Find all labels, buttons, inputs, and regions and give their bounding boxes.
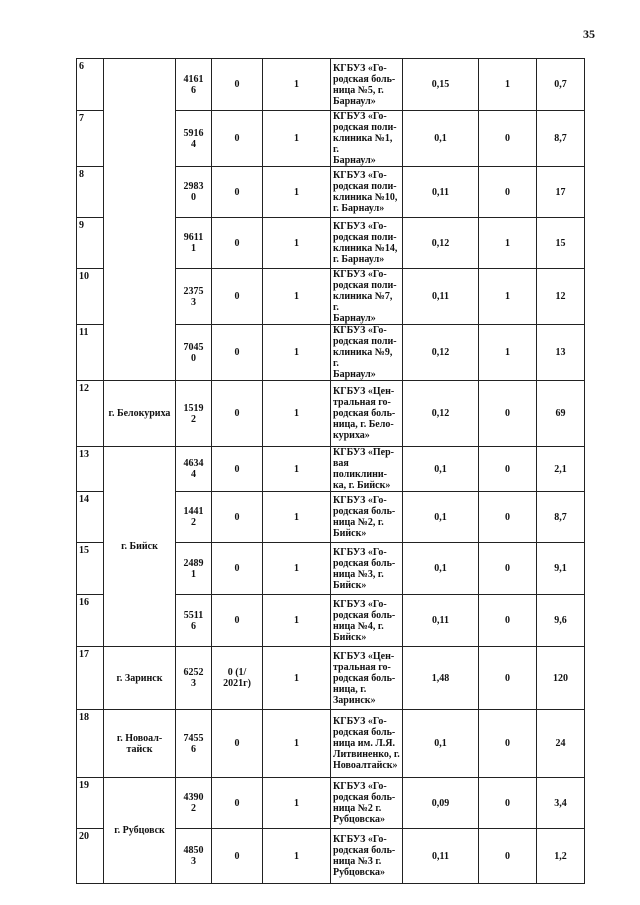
institution-cell: КГБУЗ «Пер- вая поликлини- ка, г. Бийск»	[331, 447, 403, 492]
value-cell: 120	[537, 647, 585, 710]
value-cell: 0	[212, 381, 263, 447]
value-cell: 3,4	[537, 778, 585, 829]
value-cell: 0	[479, 111, 537, 167]
value-cell: 1	[263, 595, 331, 647]
value-cell: 1	[263, 59, 331, 111]
value-cell: 1	[263, 167, 331, 218]
code-cell: 1519 2	[176, 381, 212, 447]
institution-cell: КГБУЗ «Го- родская поли- клиника №14, г. Барнаул»	[331, 218, 403, 269]
row-number: 19	[77, 778, 104, 829]
value-cell: 0	[212, 829, 263, 884]
code-cell: 7455 6	[176, 710, 212, 778]
value-cell: 0	[479, 778, 537, 829]
value-cell: 0 (1/ 2021г)	[212, 647, 263, 710]
value-cell: 0	[212, 447, 263, 492]
value-cell: 0	[479, 167, 537, 218]
city-cell: г. Бийск	[104, 447, 176, 647]
institution-cell: КГБУЗ «Цен- тральная го- родская боль- ница, г. Заринск»	[331, 647, 403, 710]
value-cell: 0	[212, 595, 263, 647]
code-cell: 7045 0	[176, 325, 212, 381]
value-cell: 1,2	[537, 829, 585, 884]
table-row	[77, 381, 585, 447]
page-number: 35	[583, 27, 595, 41]
code-cell: 6252 3	[176, 647, 212, 710]
code-cell: 4634 4	[176, 447, 212, 492]
value-cell: 0,15	[403, 59, 479, 111]
value-cell: 12	[537, 269, 585, 325]
value-cell: 1	[263, 381, 331, 447]
value-cell: 0	[212, 492, 263, 543]
value-cell: 1	[263, 269, 331, 325]
code-cell: 4390 2	[176, 778, 212, 829]
value-cell: 0	[479, 381, 537, 447]
code-cell: 9611 1	[176, 218, 212, 269]
row-number: 16	[77, 595, 104, 647]
value-cell: 0,11	[403, 595, 479, 647]
city-cell: г. Новоал- тайск	[104, 710, 176, 778]
row-number: 18	[77, 710, 104, 778]
value-cell: 24	[537, 710, 585, 778]
value-cell: 0	[212, 59, 263, 111]
institution-cell: КГБУЗ «Го- родская поли- клиника №9, г. Барнаул»	[331, 325, 403, 381]
institution-cell: КГБУЗ «Го- родская боль- ница №3 г. Рубцовска»	[331, 829, 403, 884]
value-cell: 0	[479, 647, 537, 710]
value-cell: 1	[263, 325, 331, 381]
code-cell: 2375 3	[176, 269, 212, 325]
value-cell: 1	[479, 269, 537, 325]
value-cell: 9,6	[537, 595, 585, 647]
value-cell: 0	[479, 492, 537, 543]
row-number: 17	[77, 647, 104, 710]
table-row	[77, 710, 585, 778]
value-cell: 2,1	[537, 447, 585, 492]
data-table	[76, 58, 585, 884]
row-number: 7	[77, 111, 104, 167]
code-cell: 1441 2	[176, 492, 212, 543]
value-cell: 0,1	[403, 543, 479, 595]
value-cell: 1,48	[403, 647, 479, 710]
value-cell: 1	[263, 829, 331, 884]
value-cell: 0	[479, 447, 537, 492]
value-cell: 1	[479, 325, 537, 381]
value-cell: 0	[479, 829, 537, 884]
row-number: 10	[77, 269, 104, 325]
value-cell: 15	[537, 218, 585, 269]
value-cell: 0	[212, 218, 263, 269]
code-cell: 4850 3	[176, 829, 212, 884]
institution-cell: КГБУЗ «Го- родская поли- клиника №10, г. Барнаул»	[331, 167, 403, 218]
row-number: 12	[77, 381, 104, 447]
value-cell: 17	[537, 167, 585, 218]
row-number: 15	[77, 543, 104, 595]
institution-cell: КГБУЗ «Го- родская поли- клиника №1, г. Барнаул»	[331, 111, 403, 167]
row-number: 14	[77, 492, 104, 543]
value-cell: 0	[212, 778, 263, 829]
row-number: 20	[77, 829, 104, 884]
table-row	[77, 447, 585, 492]
institution-cell: КГБУЗ «Го- родская боль- ница №5, г. Барнаул»	[331, 59, 403, 111]
institution-cell: КГБУЗ «Цен- тральная го- родская боль- ница, г. Бело- куриха»	[331, 381, 403, 447]
institution-cell: КГБУЗ «Го- родская боль- ница №3, г. Бийск»	[331, 543, 403, 595]
value-cell: 1	[479, 59, 537, 111]
value-cell: 1	[263, 647, 331, 710]
value-cell: 8,7	[537, 111, 585, 167]
value-cell: 1	[263, 710, 331, 778]
city-cell	[104, 59, 176, 381]
institution-cell: КГБУЗ «Го- родская боль- ница №2 г. Рубцовска»	[331, 778, 403, 829]
value-cell: 0,12	[403, 218, 479, 269]
city-cell: г. Рубцовск	[104, 778, 176, 884]
value-cell: 0	[212, 543, 263, 595]
code-cell: 5916 4	[176, 111, 212, 167]
value-cell: 1	[263, 218, 331, 269]
value-cell: 9,1	[537, 543, 585, 595]
code-cell: 4161 6	[176, 59, 212, 111]
value-cell: 0	[212, 710, 263, 778]
table-row	[77, 647, 585, 710]
value-cell: 0,1	[403, 710, 479, 778]
value-cell: 69	[537, 381, 585, 447]
value-cell: 0	[212, 167, 263, 218]
value-cell: 0,1	[403, 111, 479, 167]
value-cell: 0,12	[403, 325, 479, 381]
value-cell: 1	[263, 447, 331, 492]
code-cell: 5511 6	[176, 595, 212, 647]
value-cell: 0,7	[537, 59, 585, 111]
value-cell: 0,11	[403, 167, 479, 218]
value-cell: 0,12	[403, 381, 479, 447]
city-cell: г. Заринск	[104, 647, 176, 710]
value-cell: 0	[479, 543, 537, 595]
value-cell: 0	[212, 269, 263, 325]
row-number: 11	[77, 325, 104, 381]
row-number: 8	[77, 167, 104, 218]
city-cell: г. Белокуриха	[104, 381, 176, 447]
table-row	[77, 59, 585, 111]
institution-cell: КГБУЗ «Го- родская поли- клиника №7, г. Барнаул»	[331, 269, 403, 325]
institution-cell: КГБУЗ «Го- родская боль- ница им. Л.Я. Литвиненко, г. Новоалтайск»	[331, 710, 403, 778]
row-number: 9	[77, 218, 104, 269]
value-cell: 0,1	[403, 447, 479, 492]
value-cell: 8,7	[537, 492, 585, 543]
value-cell: 0,11	[403, 269, 479, 325]
institution-cell: КГБУЗ «Го- родская боль- ница №2, г. Бийск»	[331, 492, 403, 543]
value-cell: 1	[263, 543, 331, 595]
institution-cell: КГБУЗ «Го- родская боль- ница №4, г. Бийск»	[331, 595, 403, 647]
value-cell: 1	[263, 778, 331, 829]
value-cell: 1	[479, 218, 537, 269]
value-cell: 13	[537, 325, 585, 381]
value-cell: 0	[479, 595, 537, 647]
table-row	[77, 778, 585, 829]
row-number: 6	[77, 59, 104, 111]
value-cell: 0	[212, 325, 263, 381]
value-cell: 0,09	[403, 778, 479, 829]
value-cell: 1	[263, 492, 331, 543]
code-cell: 2489 1	[176, 543, 212, 595]
value-cell: 0	[212, 111, 263, 167]
row-number: 13	[77, 447, 104, 492]
value-cell: 0,1	[403, 492, 479, 543]
code-cell: 2983 0	[176, 167, 212, 218]
value-cell: 1	[263, 111, 331, 167]
value-cell: 0,11	[403, 829, 479, 884]
value-cell: 0	[479, 710, 537, 778]
